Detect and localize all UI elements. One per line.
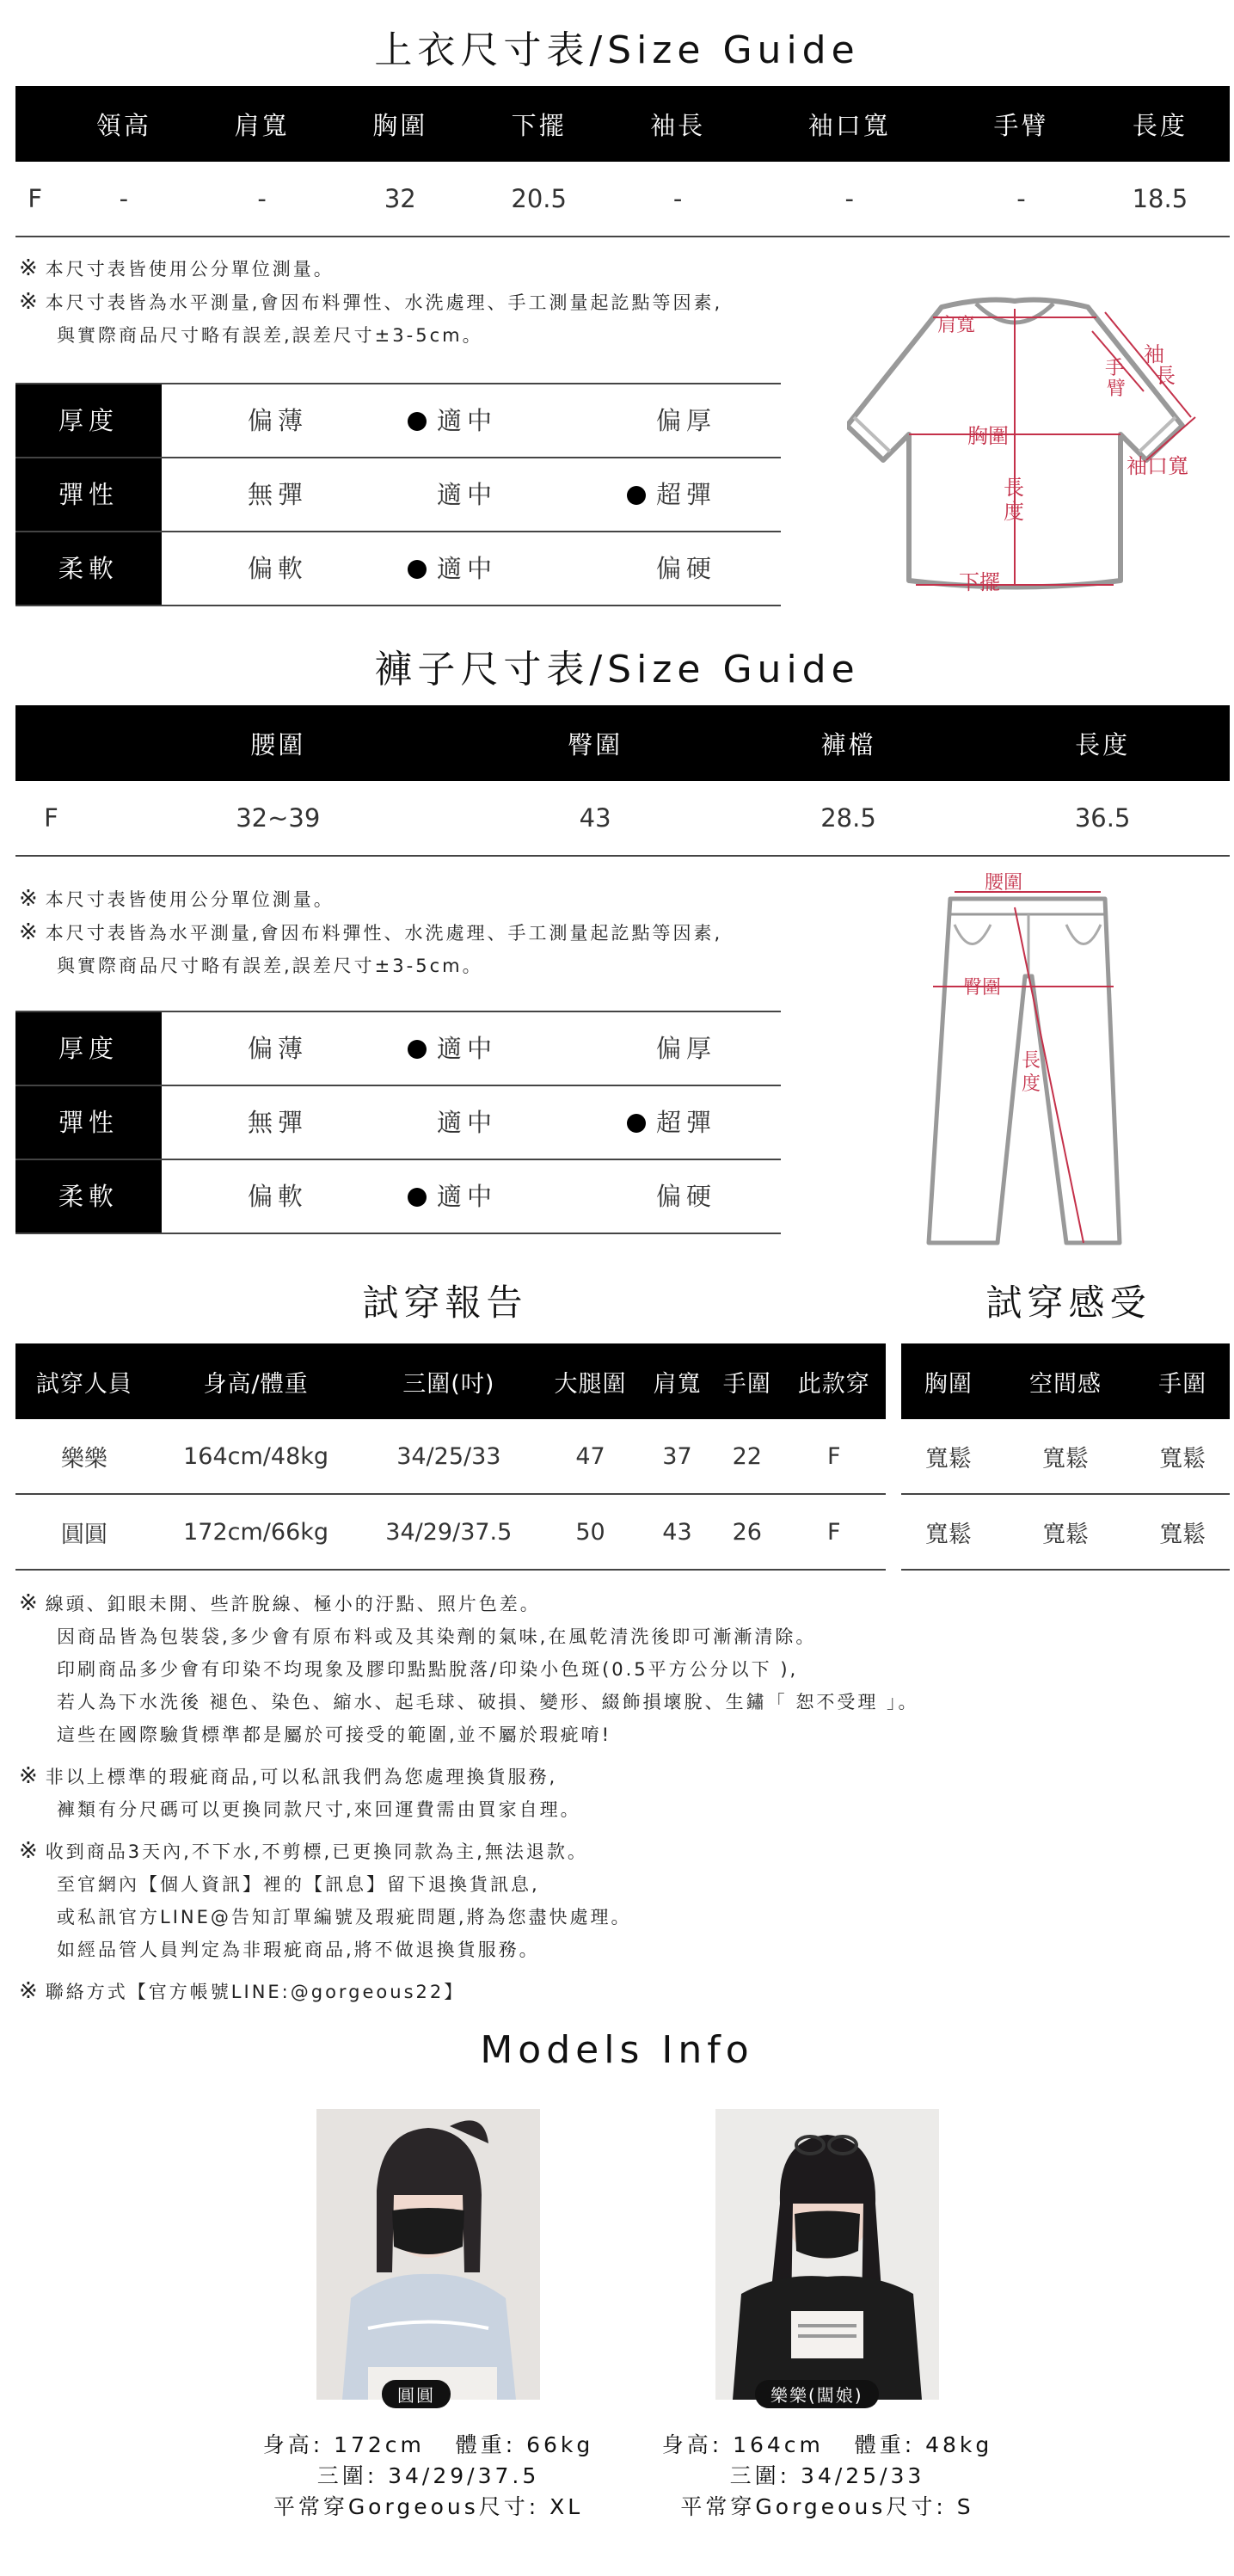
notice-text: 印刷商品多少會有印染不均現象及膠印點點脫落/印染小色斑(0.5平方公分以下 ), — [57, 1659, 799, 1680]
notice-line — [19, 1587, 919, 1620]
property-option — [437, 458, 497, 531]
property-option — [408, 532, 497, 605]
shirt-labels — [847, 288, 1234, 606]
property-option-label: 無彈 — [248, 1108, 309, 1137]
table-cell: 22 — [712, 1419, 782, 1494]
column-header: 大腿圍 — [538, 1343, 642, 1419]
column-header: 空間感 — [996, 1343, 1136, 1419]
label-shoulder: 肩寬 — [937, 315, 976, 336]
notes-top — [19, 252, 722, 352]
property-option-label: 偏硬 — [656, 1182, 717, 1211]
property-option — [408, 384, 497, 457]
notice-text: 收到商品3天內,不下水,不剪標,已更換同款為主,無法退款。 — [45, 1841, 588, 1862]
top-size-table — [15, 86, 1230, 237]
column-header: 臀圍 — [470, 705, 721, 781]
notice-text: 因商品皆為包裝袋,多少會有原布料或及其染劑的氣味,在風乾清洗後即可漸漸清除。 — [57, 1626, 817, 1647]
fit-feel-table — [901, 1343, 1230, 1571]
column-header — [15, 705, 87, 781]
column-header: 手圍 — [1135, 1343, 1230, 1419]
property-option — [656, 1012, 716, 1085]
property-option — [248, 458, 308, 531]
column-header: 下擺 — [470, 86, 609, 162]
table-cell: - — [54, 162, 193, 237]
table-cell: 32 — [331, 162, 470, 237]
table-cell: - — [746, 162, 952, 237]
notice-line — [19, 1686, 919, 1718]
model-info-lele — [638, 2430, 1016, 2523]
reference-mark-icon: ※ — [19, 1763, 40, 1789]
notice-line — [19, 1901, 919, 1934]
note-line: 與實際商品尺寸略有誤差,誤差尺寸±3-5cm。 — [57, 325, 483, 346]
notice-line — [19, 1975, 919, 2008]
notice-line — [19, 1718, 919, 1751]
table-cell: 20.5 — [470, 162, 609, 237]
property-label: 彈性 — [15, 458, 162, 531]
reference-mark-icon: ※ — [19, 1838, 40, 1864]
property-label: 彈性 — [15, 1086, 162, 1159]
selected-dot-icon — [408, 412, 427, 431]
note-line: 本尺寸表皆使用公分單位測量。 — [45, 889, 335, 910]
property-option — [408, 1012, 497, 1085]
table-cell: 26 — [712, 1494, 782, 1570]
label-chest: 胸圍 — [967, 424, 1009, 448]
model-name-badge: 樂樂(闆娘) — [755, 2380, 879, 2408]
notice-block — [19, 1760, 919, 1826]
property-option — [248, 1086, 308, 1159]
notice-line — [19, 1653, 919, 1686]
property-option — [656, 1160, 716, 1233]
property-row — [15, 383, 781, 458]
model-usual-size: 平常穿Gorgeous尺寸: S — [680, 2494, 974, 2519]
model-photo-lele — [715, 2109, 939, 2400]
column-header: 肩寬 — [642, 1343, 712, 1419]
table-cell: 樂樂 — [15, 1419, 153, 1494]
notice-text: 若人為下水洗後 褪色、染色、縮水、起毛球、破損、變形、綴飾損壞脫、生鏽「 恕不受理 」。 — [57, 1692, 919, 1712]
fabric-properties-pants — [15, 1011, 781, 1234]
property-option-label: 適中 — [437, 406, 498, 435]
label-waist: 腰圍 — [985, 873, 1023, 894]
fit-report-title: 試穿報告 — [362, 1282, 528, 1324]
table-cell: F — [782, 1419, 886, 1494]
column-header: 肩寬 — [193, 86, 331, 162]
column-header: 身高/體重 — [153, 1343, 359, 1419]
column-header: 領高 — [54, 86, 193, 162]
property-label: 厚度 — [15, 384, 162, 457]
reference-mark-icon: ※ — [19, 919, 40, 945]
model-info-yuanyuan — [239, 2430, 617, 2523]
table-cell: 34/25/33 — [359, 1419, 538, 1494]
property-row — [15, 1086, 781, 1160]
table-cell: - — [952, 162, 1090, 237]
property-option-label: 適中 — [437, 554, 498, 583]
label-hem: 下擺 — [959, 570, 1000, 594]
column-header: 褲檔 — [721, 705, 976, 781]
property-label: 柔軟 — [15, 532, 162, 605]
notice-line — [19, 1793, 919, 1826]
label-length: 度 — [1022, 1073, 1041, 1095]
property-option-label: 適中 — [437, 1034, 498, 1063]
fit-feel-title: 試穿感受 — [985, 1282, 1151, 1324]
property-option-label: 偏薄 — [248, 1034, 309, 1063]
table-cell: 寬鬆 — [901, 1494, 996, 1570]
top-size-guide-title: 上衣尺寸表/Size Guide — [374, 28, 860, 72]
notes-pants — [19, 882, 722, 982]
notice-text: 至官網內【個人資訊】裡的【訊息】留下退換貨訊息, — [57, 1874, 540, 1895]
model-weight: 體重: 48kg — [854, 2432, 993, 2457]
property-option-label: 偏薄 — [248, 406, 309, 435]
column-header: 此款穿 — [782, 1343, 886, 1419]
pants-labels — [920, 873, 1127, 1260]
property-option-label: 偏軟 — [248, 554, 309, 583]
notice-text: 或私訊官方LINE@告知訂單編號及瑕疵問題,將為您盡快處理。 — [57, 1907, 632, 1927]
model-height: 身高: 172cm — [262, 2432, 425, 2457]
property-option-label: 偏厚 — [656, 1034, 717, 1063]
notice-line — [19, 1835, 919, 1868]
model-measurements: 三圍: 34/25/33 — [729, 2463, 925, 2488]
property-option — [248, 1160, 308, 1233]
notice-text: 非以上標準的瑕疵商品,可以私訊我們為您處理換貨服務, — [45, 1767, 558, 1787]
pants-size-table — [15, 705, 1230, 857]
column-header: 長度 — [975, 705, 1230, 781]
property-row — [15, 1160, 781, 1234]
property-option-label: 適中 — [437, 480, 498, 509]
table-cell: F — [782, 1494, 886, 1570]
column-header: 袖長 — [609, 86, 747, 162]
notice-text: 如經品管人員判定為非瑕疵商品,將不做退換貨服務。 — [57, 1940, 540, 1960]
property-option-label: 超彈 — [656, 1108, 717, 1137]
column-header: 腰圍 — [87, 705, 470, 781]
property-option-label: 超彈 — [656, 480, 717, 509]
notice-line — [19, 1934, 919, 1966]
property-row — [15, 532, 781, 606]
table-cell: 圓圓 — [15, 1494, 153, 1570]
reference-mark-icon: ※ — [19, 255, 40, 281]
property-row — [15, 1011, 781, 1086]
table-cell: 18.5 — [1090, 162, 1230, 237]
property-option — [248, 1012, 308, 1085]
reference-mark-icon: ※ — [19, 289, 40, 315]
table-cell: 172cm/66kg — [153, 1494, 359, 1570]
table-row — [15, 1419, 886, 1494]
table-row — [901, 1419, 1230, 1494]
table-cell: 37 — [642, 1419, 712, 1494]
table-cell: 34/29/37.5 — [359, 1494, 538, 1570]
table-cell: 28.5 — [721, 781, 976, 856]
notice-block — [19, 1975, 919, 2008]
label-arm: 臂 — [1107, 378, 1127, 400]
notice-line — [19, 1620, 919, 1653]
fit-report-table — [15, 1343, 886, 1571]
property-option-label: 適中 — [437, 1108, 498, 1137]
table-cell: 164cm/48kg — [153, 1419, 359, 1494]
selected-dot-icon — [627, 1114, 646, 1133]
property-option — [656, 532, 716, 605]
label-arm: 手 — [1105, 358, 1125, 379]
property-option — [248, 384, 308, 457]
property-option — [627, 458, 716, 531]
notice-line — [19, 1760, 919, 1793]
table-cell: 寬鬆 — [996, 1494, 1136, 1570]
label-length: 長 — [1022, 1050, 1041, 1072]
column-header: 手臂 — [952, 86, 1090, 162]
model-usual-size: 平常穿Gorgeous尺寸: XL — [273, 2494, 584, 2519]
models-info-title: Models Info — [480, 2028, 754, 2072]
label-sleeve: 長 — [1155, 364, 1176, 388]
table-cell: 寬鬆 — [996, 1419, 1136, 1494]
column-header: 試穿人員 — [15, 1343, 153, 1419]
property-option-label: 偏厚 — [656, 406, 717, 435]
property-label: 厚度 — [15, 1012, 162, 1085]
label-hip: 臀圍 — [963, 977, 1002, 999]
column-header: 手圍 — [712, 1343, 782, 1419]
property-option — [437, 1086, 497, 1159]
property-label: 柔軟 — [15, 1160, 162, 1233]
property-option — [408, 1160, 497, 1233]
model-weight: 體重: 66kg — [455, 2432, 594, 2457]
selected-dot-icon — [408, 1188, 427, 1207]
table-cell: 36.5 — [975, 781, 1230, 856]
pants-size-guide-title: 褲子尺寸表/Size Guide — [374, 648, 860, 692]
property-option — [248, 532, 308, 605]
notice-block — [19, 1835, 919, 1966]
note-line: 本尺寸表皆為水平測量,會因布料彈性、水洗處理、手工測量起訖點等因素, — [45, 292, 723, 313]
property-option — [656, 384, 716, 457]
column-header: 胸圍 — [901, 1343, 996, 1419]
label-sleeve: 袖 — [1144, 342, 1164, 366]
table-cell: 47 — [538, 1419, 642, 1494]
label-length: 長 — [1004, 476, 1024, 500]
notice-text: 褲類有分尺碼可以更換同款尺寸,來回運費需由買家自理。 — [57, 1799, 581, 1820]
label-cuff: 袖口寬 — [1127, 454, 1188, 478]
table-cell: F — [15, 162, 54, 237]
label-length: 度 — [1004, 500, 1024, 524]
notice-line — [19, 1868, 919, 1901]
table-cell: 50 — [538, 1494, 642, 1570]
selected-dot-icon — [627, 486, 646, 505]
model-name-badge: 圓圓 — [382, 2380, 451, 2408]
table-cell: 寬鬆 — [1135, 1419, 1230, 1494]
property-option — [627, 1086, 716, 1159]
selected-dot-icon — [408, 560, 427, 579]
model-height: 身高: 164cm — [661, 2432, 824, 2457]
note-line: 本尺寸表皆使用公分單位測量。 — [45, 259, 335, 280]
property-row — [15, 458, 781, 532]
note-line: 本尺寸表皆為水平測量,會因布料彈性、水洗處理、手工測量起訖點等因素, — [45, 923, 723, 944]
property-option-label: 偏硬 — [656, 554, 717, 583]
property-option-label: 偏軟 — [248, 1182, 309, 1211]
column-header: 長度 — [1090, 86, 1230, 162]
model-measurements: 三圍: 34/29/37.5 — [316, 2463, 540, 2488]
reference-mark-icon: ※ — [19, 886, 40, 912]
column-header: 三圍(吋) — [359, 1343, 538, 1419]
table-cell: 43 — [470, 781, 721, 856]
property-option-label: 無彈 — [248, 480, 309, 509]
table-cell: 寬鬆 — [1135, 1494, 1230, 1570]
notice-text: 這些在國際驗貨標準都是屬於可接受的範圍,並不屬於瑕疵唷! — [57, 1725, 612, 1745]
reference-mark-icon: ※ — [19, 1590, 40, 1616]
table-cell: - — [609, 162, 747, 237]
notice-text: 聯絡方式【官方帳號LINE:@gorgeous22】 — [45, 1982, 465, 2002]
fabric-properties-top — [15, 383, 781, 606]
note-line: 與實際商品尺寸略有誤差,誤差尺寸±3-5cm。 — [57, 956, 483, 976]
notice-block — [19, 1587, 919, 1751]
reference-mark-icon: ※ — [19, 1978, 40, 2004]
column-header: 袖口寬 — [746, 86, 952, 162]
table-cell: 32~39 — [87, 781, 470, 856]
selected-dot-icon — [408, 1040, 427, 1059]
table-row — [15, 1494, 886, 1570]
table-row — [901, 1494, 1230, 1570]
property-option-label: 適中 — [437, 1182, 498, 1211]
table-cell: 43 — [642, 1494, 712, 1570]
return-policy-notices — [19, 1587, 919, 2017]
model-photo-yuanyuan — [316, 2109, 540, 2400]
column-header — [15, 86, 54, 162]
table-cell: 寬鬆 — [901, 1419, 996, 1494]
notice-text: 線頭、釦眼未開、些許脫線、極小的汙點、照片色差。 — [45, 1594, 541, 1614]
table-cell: - — [193, 162, 331, 237]
table-cell: F — [15, 781, 87, 856]
column-header: 胸圍 — [331, 86, 470, 162]
